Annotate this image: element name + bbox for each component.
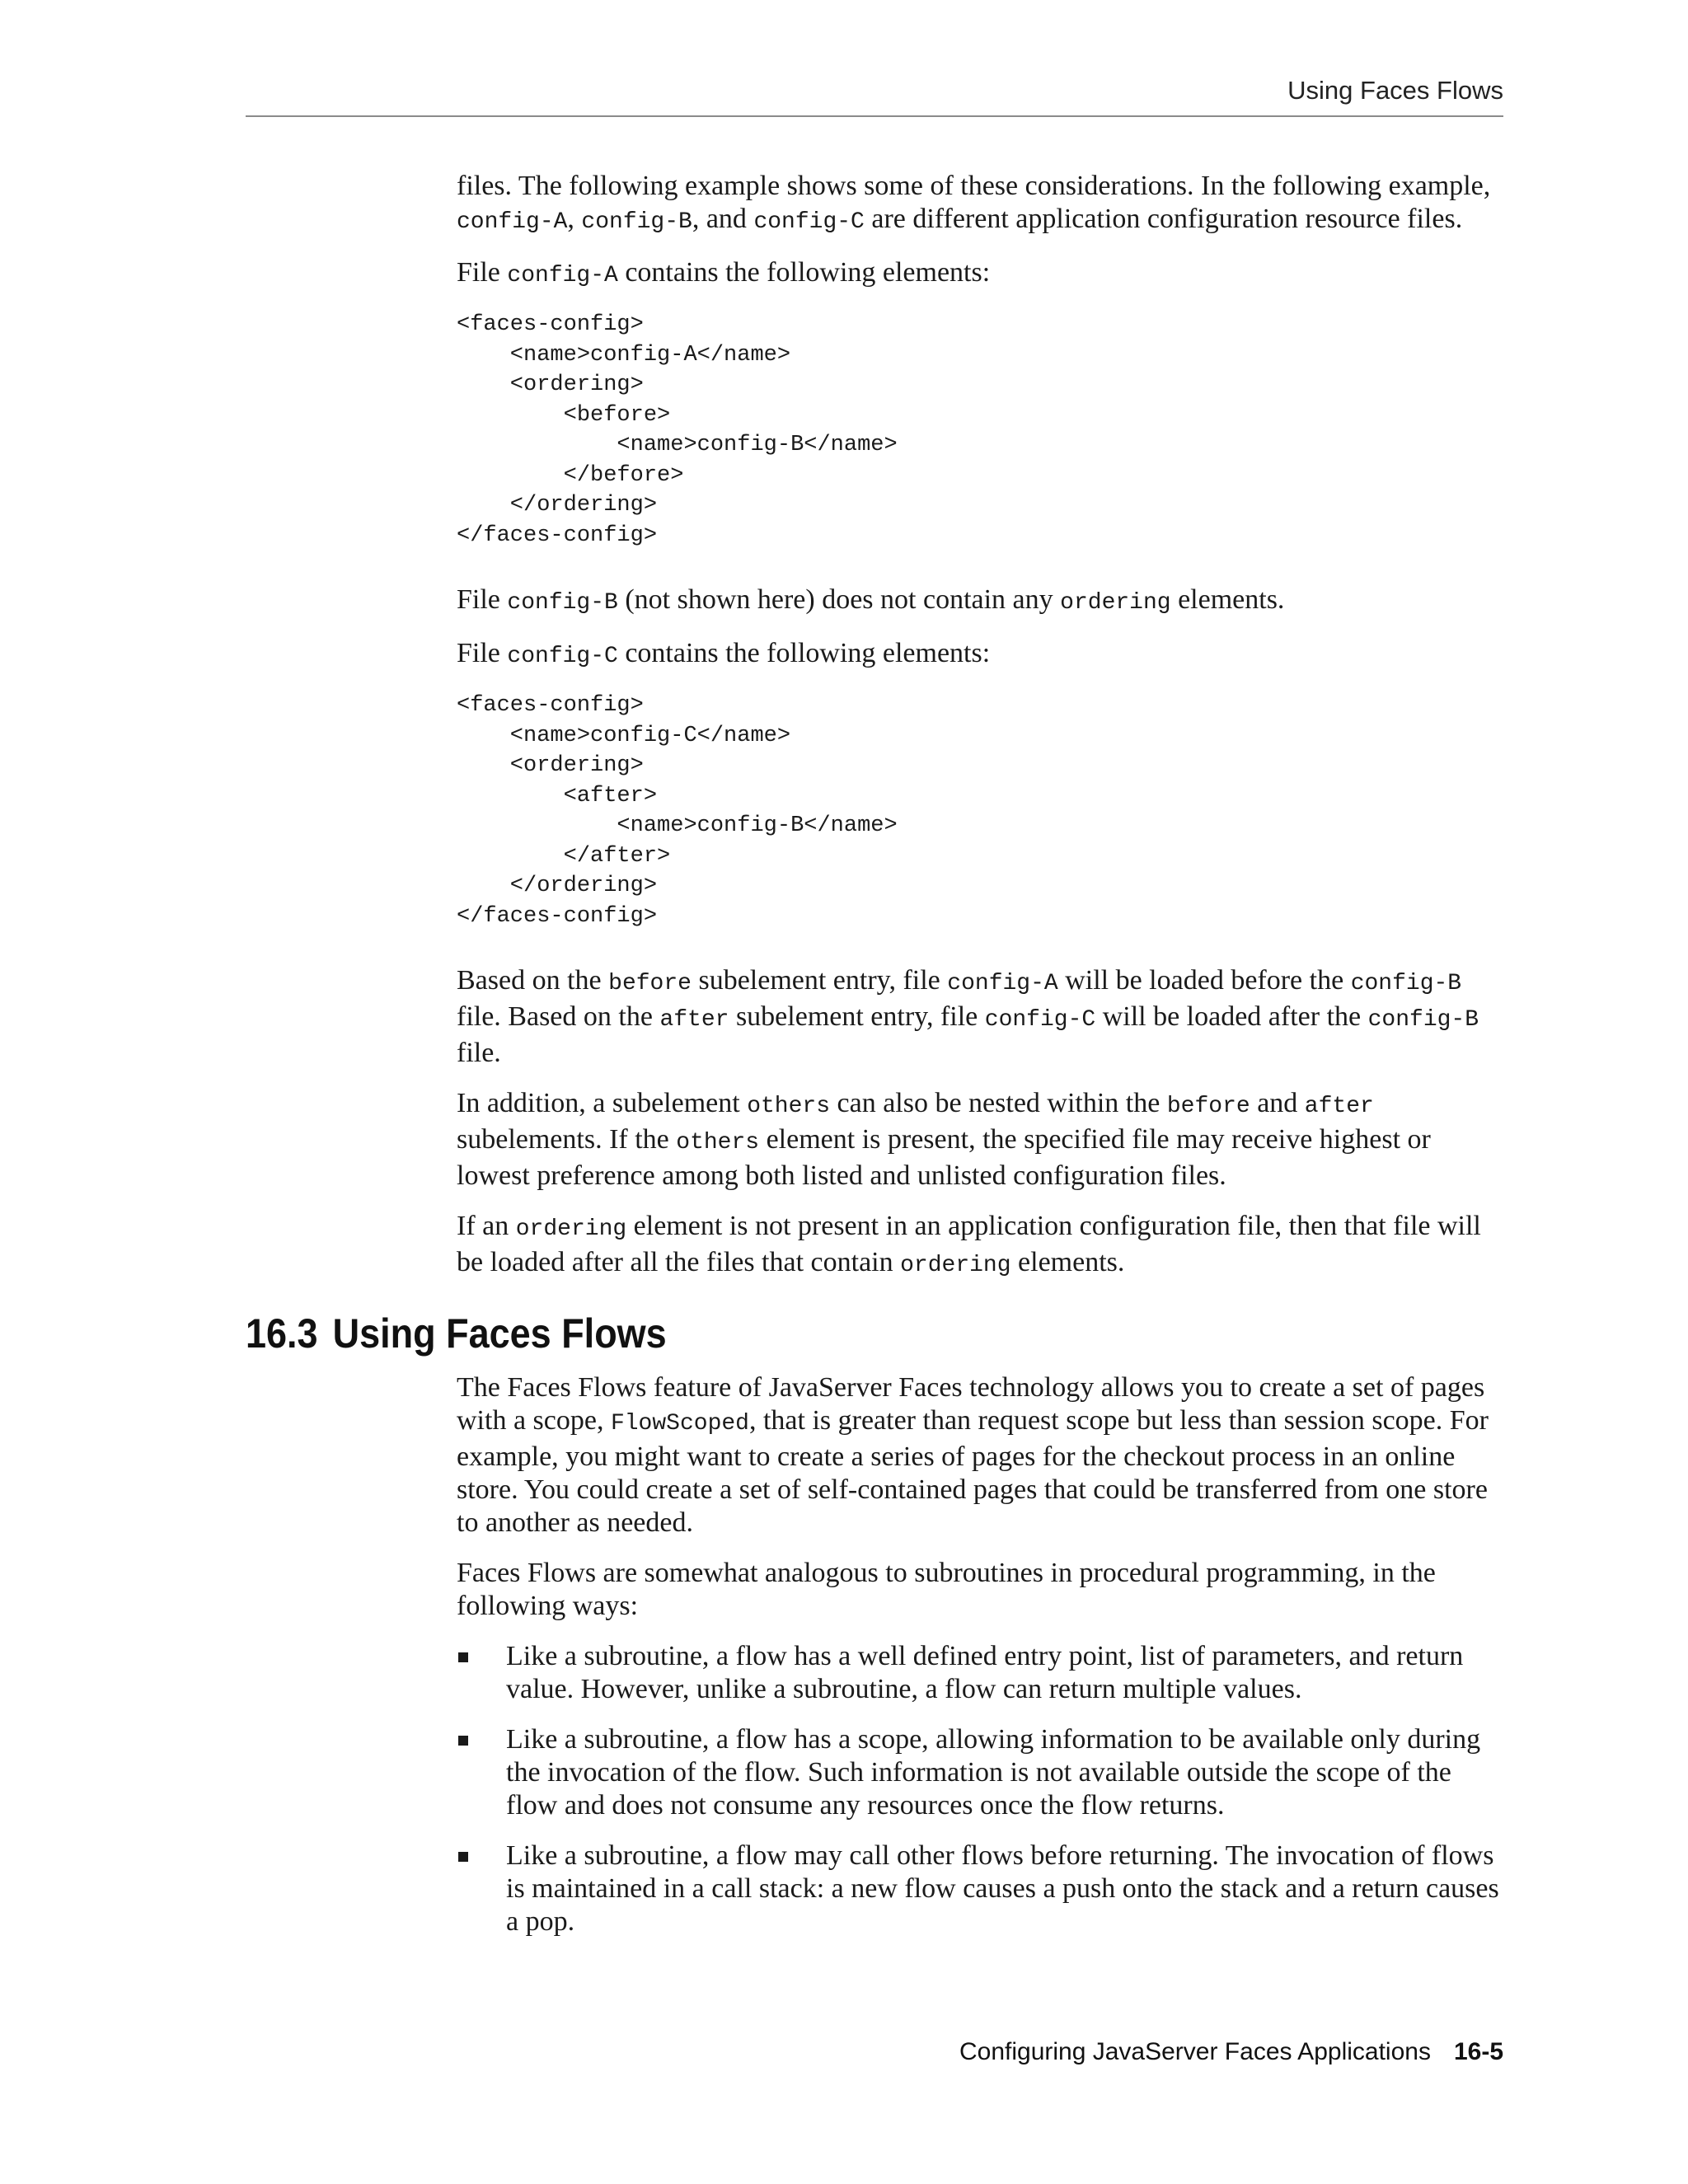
- list-item: Like a subroutine, a flow has a scope, allowing information to be available only during the invocation of the flow. Such information is not available outside the scope of the flow and does not consume any resources once the flow returns.: [457, 1723, 1505, 1822]
- inline-code: others: [747, 1094, 831, 1119]
- section-paragraph-1: The Faces Flows feature of JavaServer Faces technology allows you to create a set of pages with a scope, FlowScoped, that is greater than request scope but less than session scope. For example, you might want to create a series of pages for the checkout process in an online store. You could create a set of self-contained pages that could be transferred from one store to another as needed.: [457, 1372, 1489, 1538]
- intro-paragraph-3: File config-B (not shown here) does not contain any ordering elements.: [457, 584, 1285, 616]
- section-heading: [246, 1307, 667, 1360]
- inline-code: ordering: [900, 1253, 1011, 1278]
- inline-code: config-C: [984, 1007, 1096, 1033]
- square-bullet-icon: [458, 1736, 468, 1746]
- inline-code: before: [608, 971, 692, 996]
- inline-code: config-A: [947, 971, 1058, 996]
- intro-paragraph-1: files. The following example shows some of these considerations. In the following example, config-A, config-B, and config-C are different application configuration resource files.: [457, 171, 1491, 235]
- intro-paragraph-2: File config-A contains the following elements:: [457, 257, 991, 288]
- inline-code: config-B: [1350, 971, 1462, 996]
- square-bullet-icon: [458, 1852, 468, 1862]
- running-header-title: Using Faces Flows: [1287, 76, 1503, 105]
- section-title: Using Faces Flows: [332, 1310, 667, 1357]
- intro-paragraph-7: If an ordering element is not present in an application configuration file, then that file will be loaded after all the files that contain ordering elements.: [457, 1211, 1481, 1278]
- intro-paragraph-4: File config-C contains the following elements:: [457, 638, 991, 669]
- section-number: 16.3: [246, 1310, 318, 1357]
- inline-code: before: [1166, 1094, 1250, 1119]
- inline-code: FlowScoped: [610, 1411, 749, 1436]
- inline-code: config-B: [581, 209, 692, 235]
- list-item: Like a subroutine, a flow may call other flows before returning. The invocation of flows is maintained in a call stack: a new flow causes a push onto the stack and a return causes a pop.: [457, 1840, 1505, 1938]
- square-bullet-icon: [458, 1652, 468, 1662]
- inline-code: config-B: [507, 590, 618, 616]
- footer-book-title: Configuring JavaServer Faces Applications: [959, 2038, 1431, 2065]
- intro-body: [457, 170, 1505, 1300]
- inline-code: config-B: [1367, 1007, 1479, 1033]
- footer-page-number: 16-5: [1453, 2038, 1503, 2065]
- section-paragraph-2: Faces Flows are somewhat analogous to subroutines in procedural programming, in the following ways:: [457, 1558, 1436, 1621]
- inline-code: config-C: [753, 209, 865, 235]
- section-body: [457, 1371, 1505, 1956]
- running-header: [246, 73, 1503, 117]
- inline-code: ordering: [1060, 590, 1171, 616]
- inline-code: ordering: [515, 1216, 627, 1242]
- inline-code: config-A: [507, 263, 618, 288]
- code-block-config-a: <faces-config> <name>config-A</name> <ordering> <before> <name>config-B</name> </before> </ordering> </faces-config>: [457, 312, 898, 548]
- inline-code: others: [676, 1130, 760, 1155]
- list-item: Like a subroutine, a flow has a well defined entry point, list of parameters, and return value. However, unlike a subroutine, a flow can return multiple values.: [457, 1640, 1505, 1706]
- intro-paragraph-6: In addition, a subelement others can also be nested within the before and after subelements. If the others element is present, the specified file may receive highest or lowest preference among both listed and unlisted configuration files.: [457, 1088, 1431, 1191]
- intro-paragraph-5: Based on the before subelement entry, file config-A will be loaded before the config-B file. Based on the after subelement entry, file config-C will be loaded after the config-B file.: [457, 965, 1479, 1068]
- bullet-list: [457, 1640, 1505, 1938]
- inline-code: after: [659, 1007, 729, 1033]
- code-block-config-c: <faces-config> <name>config-C</name> <ordering> <after> <name>config-B</name> </after> </ordering> </faces-config>: [457, 693, 898, 929]
- inline-code: config-A: [457, 209, 568, 235]
- page-footer: [246, 2036, 1503, 2069]
- inline-code: config-C: [507, 644, 618, 669]
- inline-code: after: [1304, 1094, 1374, 1119]
